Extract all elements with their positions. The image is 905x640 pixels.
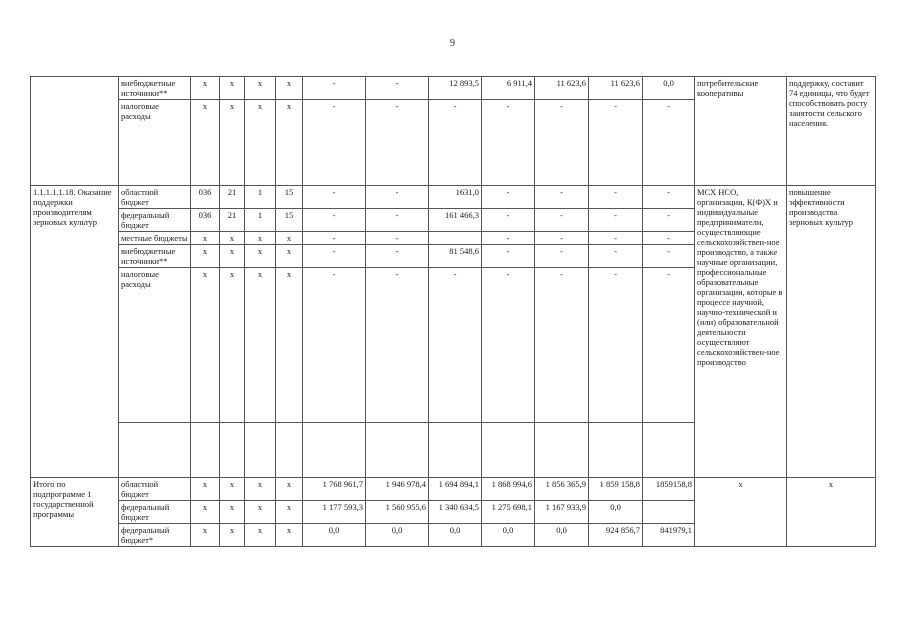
code-cell: x: [220, 268, 245, 423]
value-cell: 1 868 994,6: [482, 478, 535, 501]
code-cell: x: [245, 478, 276, 501]
value-cell: -: [366, 268, 429, 423]
value-cell: -: [643, 268, 695, 423]
value-cell: -: [589, 209, 643, 232]
code-cell: x: [220, 232, 245, 245]
value-cell: -: [366, 209, 429, 232]
value-cell: 0,0: [303, 524, 366, 547]
source-cell: местные бюджеты: [119, 232, 191, 245]
value-cell: -: [303, 245, 366, 268]
code-cell: x: [245, 245, 276, 268]
code-cell: 21: [220, 209, 245, 232]
code-cell: x: [245, 232, 276, 245]
measure-cell: 1.1.1.1.1.18. Оказание поддержки производителям зерновых культур: [31, 186, 119, 478]
value-cell: -: [535, 232, 589, 245]
value-cell: -: [303, 209, 366, 232]
source-cell: внебюджетные источники**: [119, 77, 191, 100]
code-cell: x: [191, 245, 220, 268]
value-cell: -: [535, 209, 589, 232]
executor-cell: x: [695, 478, 787, 547]
value-cell: -: [482, 100, 535, 186]
value-cell: -: [482, 245, 535, 268]
code-cell: x: [245, 77, 276, 100]
value-cell: -: [535, 100, 589, 186]
code-cell: x: [220, 77, 245, 100]
code-cell: x: [245, 268, 276, 423]
value-cell: -: [303, 268, 366, 423]
code-cell: x: [191, 268, 220, 423]
value-cell: -: [429, 100, 482, 186]
code-cell: x: [220, 501, 245, 524]
code-cell: 1: [245, 209, 276, 232]
value-cell: -: [366, 186, 429, 209]
measure-cell-empty: [31, 77, 119, 186]
value-cell: -: [643, 245, 695, 268]
code-cell: x: [191, 524, 220, 547]
code-cell: 036: [191, 186, 220, 209]
program-table: [30, 76, 876, 547]
value-cell: 1 859 158,8: [589, 478, 643, 501]
value-cell: -: [589, 245, 643, 268]
value-cell: 1 946 978,4: [366, 478, 429, 501]
value-cell: 0,0: [535, 524, 589, 547]
value-cell: -: [535, 268, 589, 423]
value-cell: -: [366, 232, 429, 245]
value-cell: 841979,1: [643, 524, 695, 547]
value-cell: -: [482, 186, 535, 209]
value-cell: -: [482, 232, 535, 245]
code-cell: x: [276, 478, 303, 501]
value-cell: -: [589, 100, 643, 186]
value-cell: 1 856 365,9: [535, 478, 589, 501]
code-cell: x: [276, 77, 303, 100]
value-cell: -: [589, 268, 643, 423]
value-cell: 6 911,4: [482, 77, 535, 100]
value-cell: -: [643, 209, 695, 232]
code-cell: x: [276, 524, 303, 547]
code-cell: 15: [276, 209, 303, 232]
value-cell: 11 623,6: [589, 77, 643, 100]
value-cell: -: [366, 245, 429, 268]
source-cell: областной бюджет: [119, 186, 191, 209]
source-cell: областной бюджет: [119, 478, 191, 501]
source-cell: федеральный бюджет: [119, 501, 191, 524]
value-cell: -: [429, 268, 482, 423]
value-cell: -: [535, 186, 589, 209]
value-cell: -: [643, 186, 695, 209]
code-cell: x: [191, 501, 220, 524]
code-cell: x: [220, 100, 245, 186]
result-cell: поддержку, составит 74 единицы, что будет способствовать росту занятости сельского населения.: [787, 77, 876, 186]
code-cell: x: [276, 232, 303, 245]
code-cell: x: [191, 100, 220, 186]
result-cell: x: [787, 478, 876, 547]
code-cell: x: [220, 245, 245, 268]
value-cell: 0,0: [589, 501, 643, 524]
executor-cell: потребительские кооперативы: [695, 77, 787, 186]
code-cell: 15: [276, 186, 303, 209]
value-cell: -: [482, 209, 535, 232]
value-cell: 0,0: [643, 77, 695, 100]
source-cell: налоговые расходы: [119, 100, 191, 186]
code-cell: x: [276, 100, 303, 186]
code-cell: x: [191, 232, 220, 245]
source-cell: федеральный бюджет*: [119, 524, 191, 547]
code-cell: x: [220, 524, 245, 547]
value-cell: -: [303, 232, 366, 245]
value-cell: -: [643, 100, 695, 186]
value-cell: -: [303, 186, 366, 209]
value-cell: 1 167 933,9: [535, 501, 589, 524]
value-cell: -: [303, 100, 366, 186]
value-cell: 1 275 698,1: [482, 501, 535, 524]
value-cell: -: [589, 232, 643, 245]
value-cell: -: [643, 232, 695, 245]
value-cell: -: [482, 268, 535, 423]
value-cell: 0,0: [429, 524, 482, 547]
value-cell: 1 768 961,7: [303, 478, 366, 501]
value-cell: -: [303, 77, 366, 100]
result-cell: повышение эффективности производства зерновых культур: [787, 186, 876, 478]
value-cell: [429, 232, 482, 245]
executor-cell: МСХ НСО, организации, К(Ф)Х и индивидуальные предприниматели, осуществляющие сельскохозяйствен-ное производство, а также научные организации, профессиональные образовательные организации, которые в процессе научной, научно-технической и (или) образовательной деятельности осуществляют сельскохозяйствен-ное производство: [695, 186, 787, 478]
value-cell: 0,0: [482, 524, 535, 547]
value-cell: 11 623,6: [535, 77, 589, 100]
value-cell: 161 466,3: [429, 209, 482, 232]
value-cell: [643, 501, 695, 524]
measure-cell: Итого по подпрограмме 1 государственной программы: [31, 478, 119, 547]
code-cell: x: [245, 524, 276, 547]
page-number: 9: [450, 38, 455, 49]
value-cell: 1 560 955,6: [366, 501, 429, 524]
code-cell: 1: [245, 186, 276, 209]
value-cell: 81 548,6: [429, 245, 482, 268]
value-cell: -: [366, 100, 429, 186]
value-cell: -: [589, 186, 643, 209]
code-cell: x: [220, 478, 245, 501]
table-row: [31, 478, 876, 501]
value-cell: 12 893,5: [429, 77, 482, 100]
table-row: [31, 186, 876, 209]
code-cell: x: [191, 478, 220, 501]
value-cell: 1 340 634,5: [429, 501, 482, 524]
value-cell: -: [366, 77, 429, 100]
value-cell: 1859158,8: [643, 478, 695, 501]
code-cell: 036: [191, 209, 220, 232]
source-cell: внебюджетные источники**: [119, 245, 191, 268]
code-cell: x: [276, 245, 303, 268]
value-cell: 1631,0: [429, 186, 482, 209]
code-cell: x: [276, 268, 303, 423]
value-cell: 1 177 593,3: [303, 501, 366, 524]
value-cell: 1 694 894,1: [429, 478, 482, 501]
code-cell: x: [245, 100, 276, 186]
code-cell: 21: [220, 186, 245, 209]
code-cell: x: [245, 501, 276, 524]
value-cell: -: [535, 245, 589, 268]
source-cell: налоговые расходы: [119, 268, 191, 423]
value-cell: 924 856,7: [589, 524, 643, 547]
table-row: [31, 77, 876, 100]
code-cell: x: [191, 77, 220, 100]
code-cell: x: [276, 501, 303, 524]
source-cell: федеральный бюджет: [119, 209, 191, 232]
value-cell: 0,0: [366, 524, 429, 547]
